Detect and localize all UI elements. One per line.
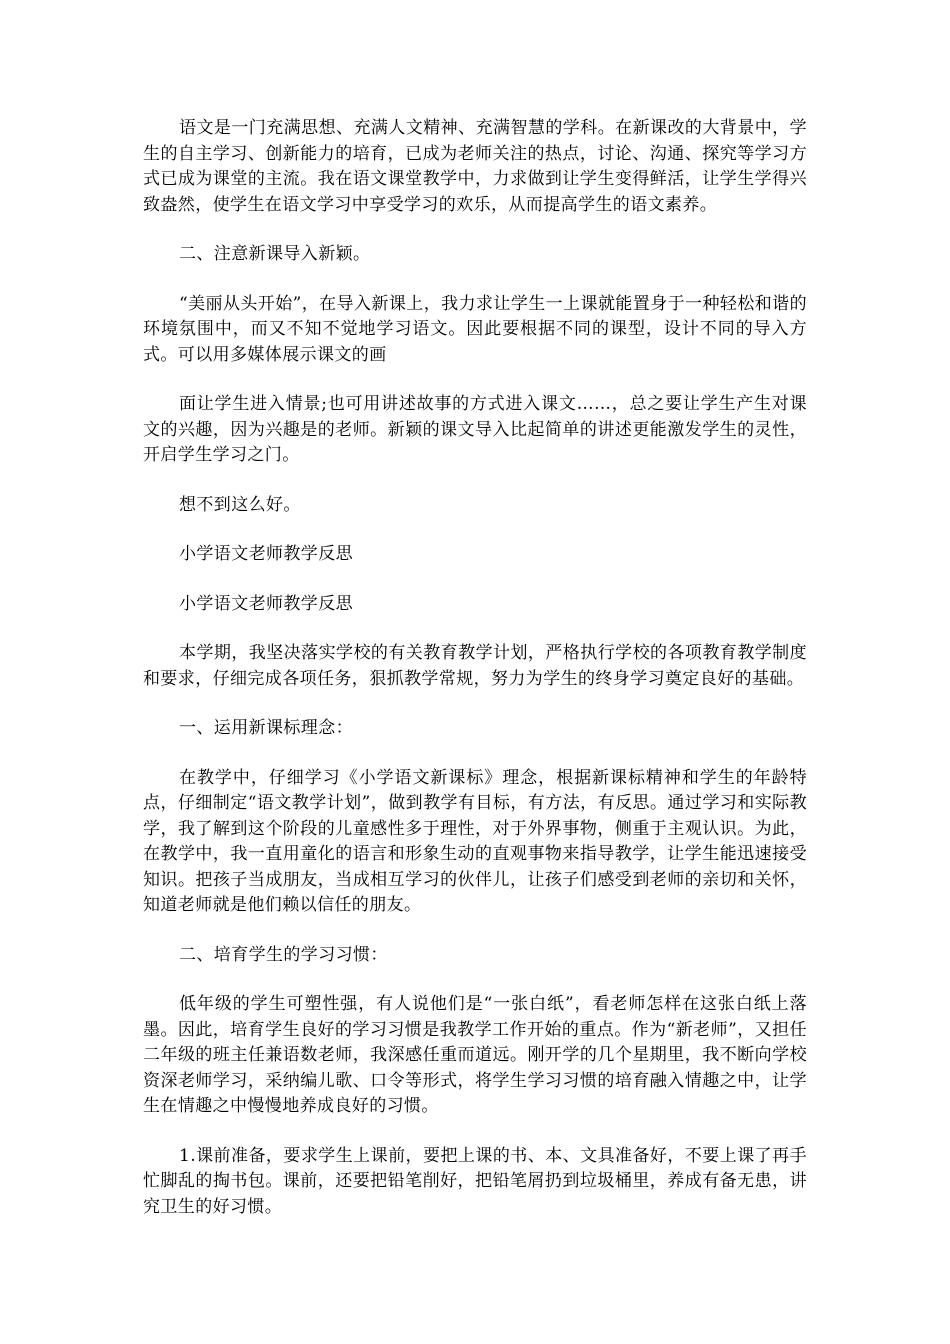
section-heading-habits: 二、培育学生的学习习惯： xyxy=(179,944,388,965)
intro-paragraph: 语文是一门充满思想、充满人文精神、充满智慧的学科。在新课改的大背景中，学生的自主学习、创新能力的培育，已成为老师关注的热点，讨论、沟通、探究等学习方式已成为课堂的主流。我在语文课堂教学中，力求做到让学生变得鲜活，让学生学得兴致盎然，使学生在语文学习中享受学习的欢乐，从而提高学生的语文素养。 xyxy=(143,118,807,215)
section-heading-new-lesson: 二、注意新课导入新颖。 xyxy=(179,244,371,264)
document-page xyxy=(143,116,807,1244)
body-paragraph: 本学期，我坚决落实学校的有关教育教学计划，严格执行学校的各项教育教学制度和要求，仔细完成各项任务，狠抓教学常规，努力为学生的终身学习奠定良好的基础。 xyxy=(143,643,807,689)
body-paragraph: 面让学生进入情景;也可用讲述故事的方式进入课文……，总之要让学生产生对课文的兴趣，因为兴趣是的老师。新颖的课文导入比起简单的讲述更能激发学生的灵性，开启学生学习之门。 xyxy=(143,394,807,465)
body-paragraph: 想不到这么好。 xyxy=(179,494,301,515)
document-title: 小学语文老师教学反思 xyxy=(179,544,353,564)
body-paragraph: 在教学中，仔细学习《小学语文新课标》理念，根据新课标精神和学生的年龄特点，仔细制定“语文教学计划”，做到教学有目标，有方法，有反思。通过学习和实际教学，我了解到这个阶段的儿童感性多于理性，对于外界事物，侧重于主观认识。为此，在教学中，我一直用童化的语言和形象生动的直观事物来指导教学，让学生能迅速接受知识。把孩子当成朋友，当成相互学习的伙伴儿，让孩子们感受到老师的亲切和关怀，知道老师就是他们赖以信任的朋友。 xyxy=(143,767,807,915)
section-heading-curriculum: 一、运用新课标理念： xyxy=(179,718,353,738)
body-paragraph: “美丽从头开始”，在导入新课上，我力求让学生一上课就能置身于一种轻松和谐的环境氛围中，而又不知不觉地学习语文。因此要根据不同的课型，设计不同的导入方式。可以用多媒体展示课文的画 xyxy=(143,293,807,365)
body-paragraph: 1.课前准备，要求学生上课前，要把上课的书、本、文具准备好，不要上课了再手忙脚乱的掏书包。课前，还要把铅笔削好，把铅笔屑扔到垃圾桶里，养成有备无患，讲究卫生的好习惯。 xyxy=(143,1145,807,1217)
body-paragraph: 低年级的学生可塑性强，有人说他们是“一张白纸”，看老师怎样在这张白纸上落墨。因此，培育学生良好的学习习惯是我教学工作开始的重点。作为“新老师”，又担任二年级的班主任兼语数老师，我深感任重而道远。刚开学的几个星期里，我不断向学校资深老师学习，采纳编儿歌、口令等形式，将学生学习习惯的培育融入情趣之中，让学生在情趣之中慢慢地养成良好的习惯。 xyxy=(143,994,807,1116)
document-subtitle: 小学语文老师教学反思 xyxy=(179,593,353,614)
